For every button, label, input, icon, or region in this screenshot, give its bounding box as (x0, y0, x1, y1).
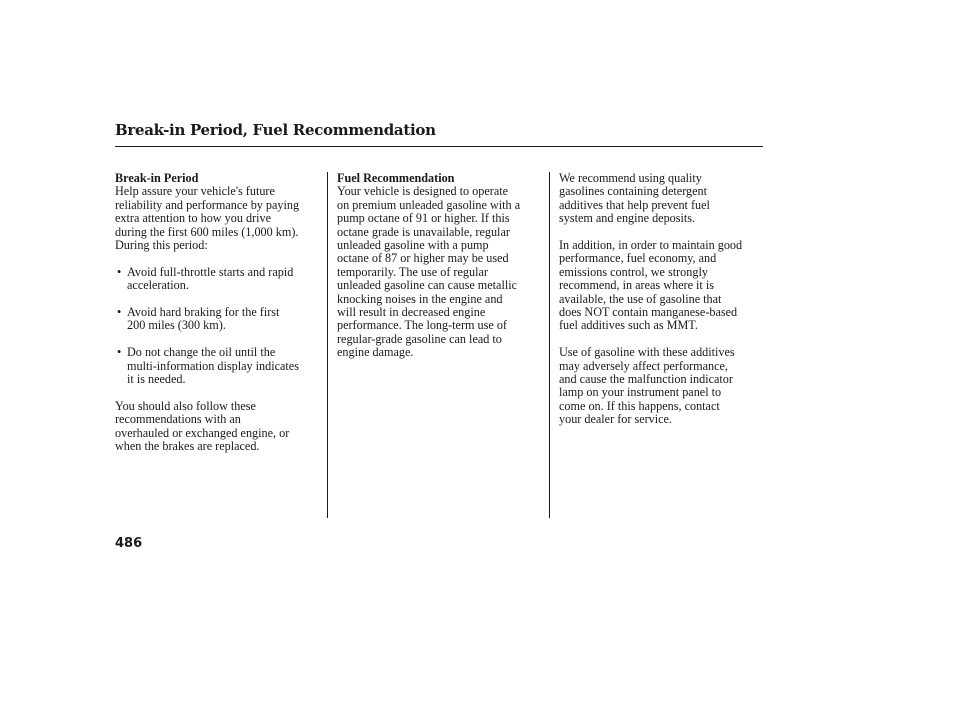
text-line: octane grade is unavailable, regular (337, 224, 510, 239)
text-line: come on. If this happens, contact (559, 398, 720, 413)
text-line: unleaded gasoline with a pump (337, 238, 489, 253)
column-break-in (115, 172, 325, 453)
page-title: Break-in Period, Fuel Recommendation (115, 121, 436, 139)
text-line: Do not change the oil until the (127, 345, 276, 360)
bullet-item (115, 346, 325, 386)
column-divider-1 (327, 172, 328, 518)
text-line: During this period: (115, 238, 208, 253)
text-line: emissions control, we strongly (559, 264, 708, 279)
text-line: gasolines containing detergent (559, 184, 708, 199)
text-line: and cause the malfunction indicator (559, 372, 733, 387)
text-line: reliability and performance by paying (115, 197, 300, 212)
text-line: fuel additives such as MMT. (559, 318, 698, 333)
text-line: We recommend using quality (559, 171, 702, 185)
text-line: Avoid hard braking for the first (127, 305, 280, 320)
text-line: acceleration. (127, 278, 189, 293)
column-fuel-recommendation (337, 172, 547, 360)
text-line: recommendations with an (115, 412, 241, 427)
text-line: You should also follow these (115, 398, 256, 413)
text-line: engine damage. (337, 345, 414, 360)
text-line: on premium unleaded gasoline with a (337, 197, 521, 212)
text-line: recommend, in areas where it is (559, 278, 714, 293)
text-line: Your vehicle is designed to operate (337, 184, 509, 199)
bullet-icon: • (117, 345, 122, 360)
text-line: performance. The long-term use of (337, 318, 507, 333)
text-line: available, the use of gasoline that (559, 291, 722, 306)
text-line: overhauled or exchanged engine, or (115, 425, 290, 440)
text-line: will result in decreased engine (337, 305, 486, 320)
text-line: when the brakes are replaced. (115, 439, 260, 454)
text-line: temporarily. The use of regular (337, 264, 488, 279)
section-heading-break-in: Break-in Period (115, 171, 199, 185)
text-line: unleaded gasoline can cause metallic (337, 278, 518, 293)
text-line: does NOT contain manganese-based (559, 305, 738, 320)
text-line: during the first 600 miles (1,000 km). (115, 224, 299, 239)
text-line: regular-grade gasoline can lead to (337, 331, 502, 346)
bullet-icon: • (117, 264, 122, 279)
text-line: multi-information display indicates (127, 358, 299, 373)
title-rule (115, 146, 763, 147)
bullet-item (115, 306, 325, 333)
text-line: Avoid full-throttle starts and rapid (127, 264, 294, 279)
text-line: additives that help prevent fuel (559, 197, 710, 212)
text-line: your dealer for service. (559, 412, 673, 427)
text-line: system and engine deposits. (559, 211, 696, 226)
section-heading-fuel: Fuel Recommendation (337, 171, 455, 185)
text-line: extra attention to how you drive (115, 211, 272, 226)
text-line: it is needed. (127, 372, 186, 387)
text-line: In addition, in order to maintain good (559, 238, 743, 253)
column-divider-2 (549, 172, 550, 518)
text-line: knocking noises in the engine and (337, 291, 503, 306)
text-line: may adversely affect performance, (559, 358, 728, 373)
text-line: octane of 87 or higher may be used (337, 251, 509, 266)
text-line: Help assure your vehicle's future (115, 184, 275, 199)
text-line: 200 miles (300 km). (127, 318, 226, 333)
text-line: pump octane of 91 or higher. If this (337, 211, 510, 226)
text-line: Use of gasoline with these additives (559, 345, 735, 360)
page-number: 486 (115, 536, 143, 551)
bullet-item (115, 266, 325, 293)
bullet-icon: • (117, 305, 122, 320)
text-line: performance, fuel economy, and (559, 251, 717, 266)
text-line: lamp on your instrument panel to (559, 385, 722, 400)
column-fuel-additives (559, 172, 769, 427)
